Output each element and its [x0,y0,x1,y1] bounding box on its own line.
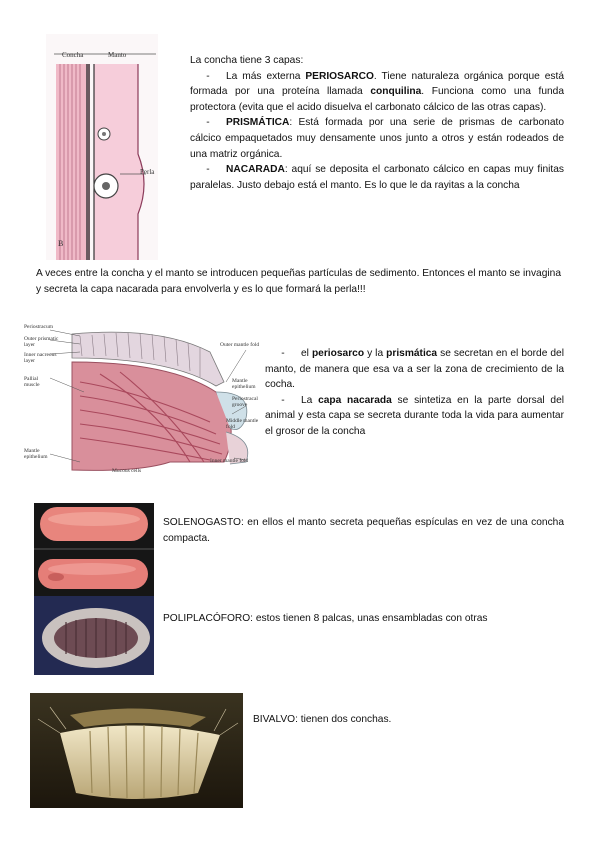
bullet-dash: - [281,348,285,359]
mantle-epithelium-bottom-label: Mantle epithelium [24,448,48,460]
concha-figure-label: Concha [62,51,84,59]
layer-name: NACARADA [226,164,285,176]
layer-name: capa nacarada [318,394,392,406]
layer-name: PRISMÁTICA [226,117,290,129]
layer-text: . Tiene naturaleza orgánica porque está formada por una proteína llamada [190,70,564,98]
secretion-text [265,346,564,440]
outer-mantle-fold-label: Outer mantle fold [220,342,260,348]
bivalve-photo [30,693,243,808]
outer-prismatic-label: Outer prismatic layer [24,336,59,348]
layer-text: . Funciona como una funda protectora (evita que el acido disuelva el carbonato cálcico de las otras capas). [190,86,564,113]
middle-mantle-fold-label: Middle mantle fold [226,418,259,430]
secretion-text-part: el [301,348,312,359]
secretion-text-part: se secretan en el borde del manto, de manera que esa va a ser la zona de crecimiento de la cocha. [265,348,564,391]
inner-mantle-fold-label: Inner mantle fold [210,458,249,464]
periostracal-groove-label: Periostracal groove [232,396,258,408]
shell-layers-intro: La concha tiene 3 capas: [190,55,304,66]
bullet-dash: - [206,117,210,129]
pallial-muscle-label: Pallial muscle [24,376,40,388]
layer-item-periosarco [190,69,564,116]
shell-layers-figure [46,34,158,260]
layer-name: PERIOSARCO [305,70,374,82]
shell-layers-text [190,53,564,193]
layer-text: : aquí se deposita el carbonato cálcico en capas muy finitas paralelas. Justo debajo está el manto. Es lo que le da rayitas a la concha [190,164,564,191]
bullet-dash: - [281,394,285,406]
layer-text: La más externa [226,70,306,82]
mucous-cells-label: Mucous cells [112,468,142,474]
solenogaster-photo [34,503,154,596]
manto-figure-label: Manto [108,51,127,59]
secretion-item-dorsal [265,393,564,440]
layer-text: : Está formada por una serie de prismas de carbonato cálcico empaquetados muy densamente unos junto a otros y están rodeados de una matriz orgánica. [190,117,564,160]
secretion-text-part: La [301,394,319,406]
secretion-text-part: se sintetiza en la parte dorsal del animal y esta capa se secreta durante toda la vida para aumentar el grosor de la concha [265,394,564,437]
bivalve-text: BIVALVO: tienen dos conchas. [253,714,392,725]
bullet-dash: - [206,164,210,176]
chiton-photo [34,596,154,675]
solenogaster-text: SOLENOGASTO: en ellos el manto secreta pequeñas espículas en vez de una concha compacta. [163,517,564,544]
mantle-epithelium-right-label: Mantle epithelium [232,378,256,390]
layer-name: prismática [386,348,438,359]
layer-name: periosarco [311,348,365,359]
pearl-paragraph: A veces entre la concha y el manto se introducen pequeñas partículas de sedimento. Entonces el manto se invagina y secreta la capa nacarada para envolverla y es lo que formará la perla!!! [36,268,561,295]
layer-item-nacarada [190,162,564,193]
chiton-text: POLIPLACÓFORO: estos tienen 8 palcas, unas ensambladas con otras [163,613,488,624]
secretion-text-part: y la [364,348,387,359]
bullet-dash: - [206,70,210,82]
layer-item-prismatica [190,115,564,162]
mantle-edge-figure [20,322,264,478]
perla-figure-label: Perla [140,168,155,176]
periostracum-label: Periostracum [24,324,54,330]
secretion-item-edge [265,346,564,393]
protein-name: conquilina [370,86,422,98]
figure-corner-letter: B [58,239,64,248]
inner-nacreous-label: Inner nacreous layer [24,352,57,364]
